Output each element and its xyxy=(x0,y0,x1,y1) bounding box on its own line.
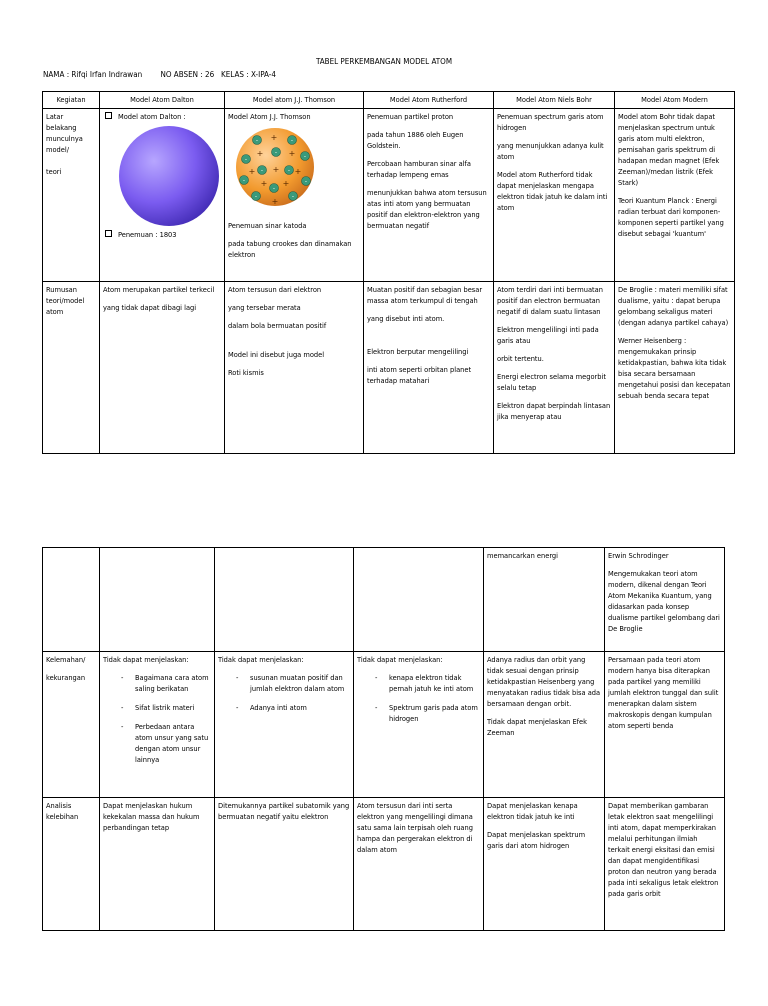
text: Roti kismis xyxy=(228,368,264,377)
svg-text:+: + xyxy=(272,165,280,174)
empty-cell xyxy=(100,548,215,652)
label-line: Latar xyxy=(46,112,64,121)
cell-dalton-background xyxy=(100,109,225,282)
text: menunjukkan bahwa atom tersusun atas inti atom yang bermuatan positif dan elektron-elektron yang bermuatan negatif xyxy=(367,188,487,230)
svg-text:-: - xyxy=(303,153,307,160)
text: Elektron berputar mengelilingi xyxy=(367,347,469,356)
document-title: TABEL PERKEMBANGAN MODEL ATOM xyxy=(315,57,453,66)
label-line: Kelemahan/ xyxy=(46,655,86,664)
text: Dapat memberikan gambaran letak elektron saat mengelilingi inti atom, dapat memperkirakan melalui perhitungan ilmiah terkait energi eksitasi dan emisi dan dapat mengidentifikasi proton dan neutron yang berada pada inti sekaligus letak elektron pada garis orbit xyxy=(608,801,719,898)
text: Tidak dapat menjelaskan: xyxy=(218,655,304,664)
cell-thomson-weakness xyxy=(215,652,354,798)
label-line: kekurangan xyxy=(46,673,86,682)
text: De Broglie : materi memiliki sifat dualisme, yaitu : dapat berupa gelombang sekaligus materi (dengan adanya partikel cahaya) xyxy=(618,285,729,327)
text: Adanya radius dan orbit yang tidak sesuai dengan prinsip ketidakpastian Heisenberg yang menyatakan radius tidak bisa ada bersamaan dengan orbit. xyxy=(487,655,601,708)
svg-text:-: - xyxy=(274,149,278,156)
header-thomson: Model atom J.J. Thomson xyxy=(225,92,364,109)
svg-text:-: - xyxy=(242,177,246,184)
list-item: - Adanya inti atom xyxy=(236,702,350,713)
text: Atom terdiri dari inti bermuatan positif dan electron bermuatan negatif di dalam suatu lintasan xyxy=(497,285,603,316)
text: Ditemukannya partikel subatomik yang bermuatan negatif yaitu elektron xyxy=(218,801,350,821)
cell-modern-strength xyxy=(605,798,725,931)
thomson-discovery: Penemuan sinar katoda xyxy=(228,221,307,230)
svg-text:+: + xyxy=(288,149,296,158)
weakness-list xyxy=(375,672,480,724)
cell-modern-weakness xyxy=(605,652,725,798)
text: Dapat menjelaskan spektrum garis dari atom hidrogen xyxy=(487,830,586,850)
svg-text:-: - xyxy=(291,193,295,200)
list-item: - Spektrum garis pada atom hidrogen xyxy=(375,702,480,724)
empty-cell xyxy=(215,548,354,652)
text: yang disebut inti atom. xyxy=(367,314,445,323)
svg-text:+: + xyxy=(248,167,256,176)
text: Atom tersusun dari elektron xyxy=(228,285,322,294)
row-kelebihan xyxy=(43,798,725,931)
list-item: - Perbedaan antara atom unsur yang satu dengan atom unsur lainnya xyxy=(121,721,211,765)
svg-text:-: - xyxy=(272,185,276,192)
cell-thomson-theory xyxy=(225,282,364,454)
text: Werner Heisenberg : mengemukakan prinsip ketidakpastian, bahwa kita tidak bisa secara bersamaan mengetahui posisi dan kecepatan sebuah benda secara tepat xyxy=(618,336,731,400)
checkbox-bullet xyxy=(105,230,112,237)
cell-bohr-theory-continued xyxy=(484,548,605,652)
thomson-discovery-detail: pada tabung crookes dan dinamakan elektron xyxy=(228,239,352,259)
svg-text:+: + xyxy=(256,149,264,158)
cell-modern-theory xyxy=(615,282,735,454)
svg-text:-: - xyxy=(304,178,308,185)
dalton-sphere-illustration xyxy=(113,125,221,227)
text: Elektron dapat berpindah lintasan jika menyerap atau xyxy=(497,401,611,421)
row-rumusan-teori xyxy=(43,282,735,454)
cell-bohr-weakness xyxy=(484,652,605,798)
atom-model-table-part1 xyxy=(42,91,735,454)
text: Tidak dapat menjelaskan: xyxy=(103,655,189,664)
dalton-model-label: Model atom Dalton : xyxy=(118,112,186,121)
label-line: munculnya xyxy=(46,134,83,143)
dalton-discovery-year: Penemuan : 1803 xyxy=(118,230,177,239)
empty-cell xyxy=(354,548,484,652)
svg-text:+: + xyxy=(294,167,302,176)
header-bohr: Model Atom Niels Bohr xyxy=(494,92,615,109)
cell-rutherford-weakness xyxy=(354,652,484,798)
header-modern: Model Atom Modern xyxy=(615,92,735,109)
cell-thomson-strength xyxy=(215,798,354,931)
header-rutherford: Model Atom Rutherford xyxy=(364,92,494,109)
cell-thomson-background xyxy=(225,109,364,282)
empty-cell xyxy=(43,548,100,652)
label-line: model/ xyxy=(46,145,69,154)
text: Tidak dapat menjelaskan Efek Zeeman xyxy=(487,717,587,737)
svg-text:+: + xyxy=(271,197,279,206)
text: yang tersebar merata xyxy=(228,303,301,312)
text: Mengemukakan teori atom modern, dikenal dengan Teori Atom Mekanika Kuantum, yang didasarkan pada konsep dualisme partikel gelombang dari De Broglie xyxy=(608,569,720,633)
row-continuation xyxy=(43,548,725,652)
cell-modern-theory-continued xyxy=(605,548,725,652)
svg-text:+: + xyxy=(260,179,268,188)
text: orbit tertentu. xyxy=(497,354,544,363)
cell-bohr-background xyxy=(494,109,615,282)
row-label: Analisis kelebihan xyxy=(43,798,100,931)
row-label: Rumusan teori/model atom xyxy=(43,282,100,454)
list-item: - kenapa elektron tidak pernah jatuh ke inti atom xyxy=(375,672,480,694)
text: Model atom Rutherford tidak dapat menjelaskan mengapa elektron tidak jatuh ke dalam inti atom xyxy=(497,170,608,212)
text: Percobaan hamburan sinar alfa terhadap lempeng emas xyxy=(367,159,471,179)
list-item: - Sifat listrik materi xyxy=(121,702,211,713)
cell-dalton-theory xyxy=(100,282,225,454)
svg-text:-: - xyxy=(244,156,248,163)
svg-text:-: - xyxy=(254,193,258,200)
cell-modern-background xyxy=(615,109,735,282)
cell-dalton-strength xyxy=(100,798,215,931)
student-info: NAMA : Rifqi Irfan Indrawan NO ABSEN : 26 KELAS : X-IPA-4 xyxy=(43,70,276,79)
text: Dapat menjelaskan hukum kekekalan massa dan hukum perbandingan tetap xyxy=(103,801,200,832)
list-item: - susunan muatan positif dan jumlah elektron dalam atom xyxy=(236,672,350,694)
text: Model atom Bohr tidak dapat menjelaskan spectrum untuk garis atom multi elektron, pemisahan garis spektrum di hadapan medan magnet (Efek Zeeman)/medan listrik (Efek Stark) xyxy=(618,112,720,187)
svg-text:-: - xyxy=(260,167,264,174)
svg-text:-: - xyxy=(255,137,259,144)
text: Penemuan partikel proton xyxy=(367,112,454,121)
text: yang tidak dapat dibagi lagi xyxy=(103,303,197,312)
text: Muatan positif dan sebagian besar massa atom terkumpul di tengah xyxy=(367,285,483,305)
text: Penemuan spectrum garis atom hidrogen xyxy=(497,112,604,132)
text: dalam bola bermuatan positif xyxy=(228,321,327,330)
text: pada tahun 1886 oleh Eugen Goldstein. xyxy=(367,130,464,150)
text: yang menunjukkan adanya kulit atom xyxy=(497,141,604,161)
text: inti atom seperti orbitan planet terhadap matahari xyxy=(367,365,472,385)
svg-text:-: - xyxy=(290,137,294,144)
list-item: - Bagaimana cara atom saling berikatan xyxy=(121,672,211,694)
text: Teori Kuantum Planck : Energi radian terbuat dari komponen-komponen seperti partikel yang disebut sebagai 'kuantum' xyxy=(618,196,724,238)
checkbox-bullet xyxy=(105,112,112,119)
text: Elektron mengelilingi inti pada garis atau xyxy=(497,325,599,345)
text: Dapat menjelaskan kenapa elektron tidak jatuh ke inti xyxy=(487,801,578,821)
weakness-list xyxy=(236,672,350,713)
cell-dalton-weakness xyxy=(100,652,215,798)
text: memancarkan energi xyxy=(487,551,558,560)
svg-text:+: + xyxy=(282,179,290,188)
text: Energi electron selama megorbit selalu tetap xyxy=(497,372,606,392)
text: Persamaan pada teori atom modern hanya bisa diterapkan pada partikel yang memiliki jumlah elektron tunggal dan sulit menerapkan dalam sistem makroskopis dengan kumpulan atom seperti benda xyxy=(608,655,719,730)
text: Tidak dapat menjelaskan: xyxy=(357,655,443,664)
header-dalton: Model Atom Dalton xyxy=(100,92,225,109)
text: Erwin Schrodinger xyxy=(608,551,669,560)
weakness-list xyxy=(121,672,211,765)
row-label xyxy=(43,109,100,282)
text: Atom merupakan partikel terkecil xyxy=(103,285,215,294)
svg-text:+: + xyxy=(270,133,278,142)
cell-bohr-strength xyxy=(484,798,605,931)
cell-rutherford-background xyxy=(364,109,494,282)
row-latar-belakang xyxy=(43,109,735,282)
cell-rutherford-strength xyxy=(354,798,484,931)
svg-text:-: - xyxy=(287,167,291,174)
header-kegiatan: Kegiatan xyxy=(43,92,100,109)
thomson-plum-pudding-illustration xyxy=(230,126,320,208)
row-label xyxy=(43,652,100,798)
cell-bohr-theory xyxy=(494,282,615,454)
text: Model ini disebut juga model xyxy=(228,350,325,359)
thomson-model-label: Model Atom J.J. Thomson xyxy=(228,112,311,121)
label-line: belakang xyxy=(46,123,77,132)
row-kelemahan xyxy=(43,652,725,798)
label-line: teori xyxy=(46,167,62,176)
cell-rutherford-theory xyxy=(364,282,494,454)
text: Atom tersusun dari inti serta elektron yang mengelilingi dimana satu sama lain terpisah oleh ruang hampa dan pergerakan elektron di dalam atom xyxy=(357,801,473,854)
atom-model-table-part2 xyxy=(42,547,725,931)
